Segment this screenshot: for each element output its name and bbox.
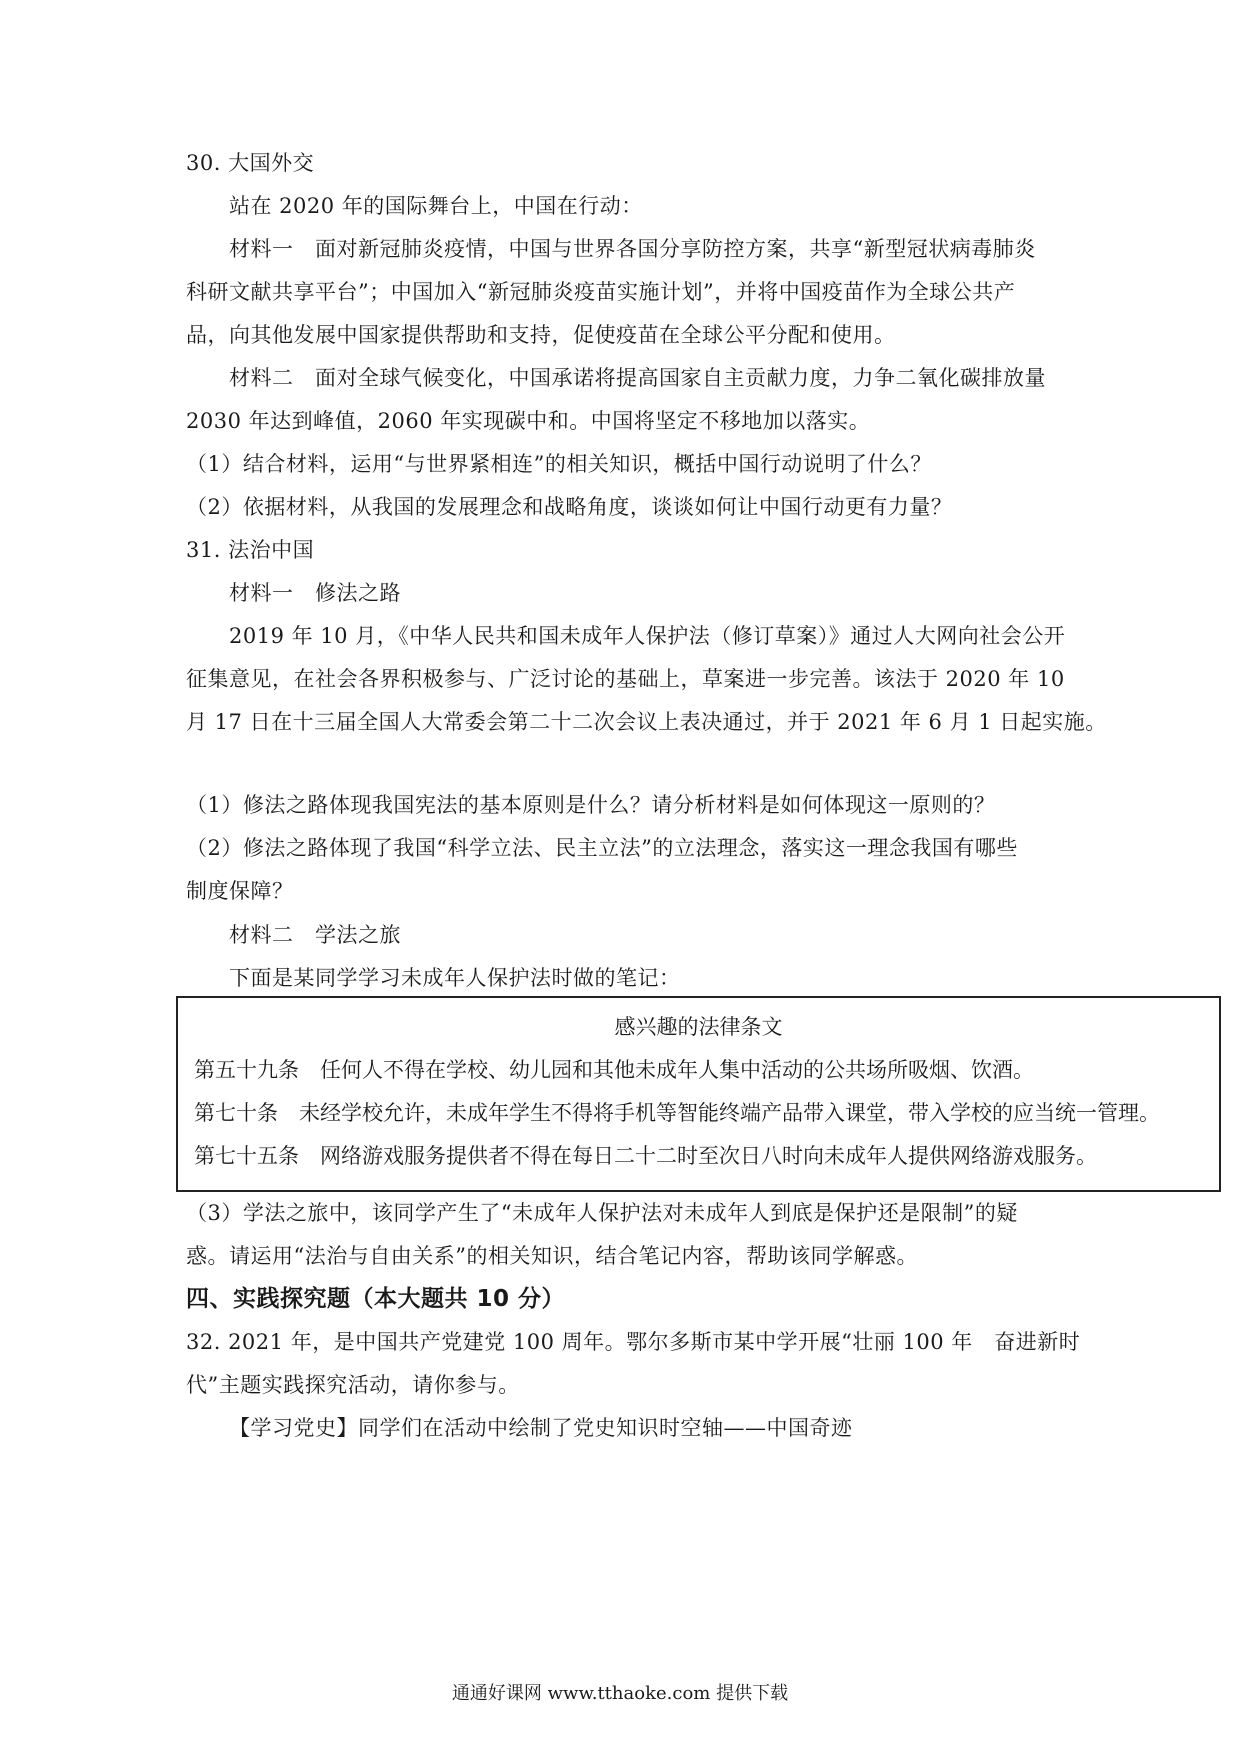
q30-material2-line2: 2030 年达到峰值，2060 年实现碳中和。中国将坚定不移地加以落实。 (186, 409, 871, 433)
q31-subquestion-3-line1: （3）学法之旅中，该同学产生了“未成年人保护法对未成年人到底是保护还是限制”的疑 (186, 1201, 1018, 1225)
q31-material2-title: 材料二 学法之旅 (229, 923, 401, 947)
q31-material2-intro: 下面是某同学学习未成年人保护法时做的笔记： (229, 966, 681, 990)
q30-material2-line1: 材料二 面对全球气候变化，中国承诺将提高国家自主贡献力度，力争二氧化碳排放量 (229, 366, 1046, 390)
q31-subquestion-2-line1: （2）修法之路体现了我国“科学立法、民主立法”的立法理念，落实这一理念我国有哪些 (186, 836, 1018, 860)
q30-subquestion-2: （2）依据材料，从我国的发展理念和战略角度，谈谈如何让中国行动更有力量？ (186, 495, 953, 519)
q31-material1-line1: 2019 年 10 月，《中华人民共和国未成年人保护法（修订草案）》通过人大网向社会公开 (229, 624, 1066, 648)
q30-subquestion-1: （1）结合材料，运用“与世界紧相连”的相关知识，概括中国行动说明了什么？ (186, 452, 932, 476)
q30-material1-line3: 品，向其他发展中国家提供帮助和支持，促使疫苗在全球公平分配和使用。 (186, 323, 896, 347)
q31-material1-title: 材料一 修法之路 (229, 581, 401, 605)
q30-material1-line2: 科研文献共享平台”；中国加入“新冠肺炎疫苗实施计划”，并将中国疫苗作为全球公共产 (186, 280, 1016, 304)
page-footer: 通通好课网 www.tthaoke.com 提供下载 (451, 1683, 789, 1704)
q31-subquestion-2-line2: 制度保障？ (186, 879, 294, 903)
q30-intro: 站在 2020 年的国际舞台上，中国在行动： (229, 194, 643, 218)
law-notes-box (176, 996, 1221, 1192)
notes-item: 第五十九条 任何人不得在学校、幼儿园和其他未成年人集中活动的公共场所吸烟、饮酒。 (194, 1058, 1034, 1082)
q32-line3: 【学习党史】同学们在活动中绘制了党史知识时空轴——中国奇迹 (229, 1416, 853, 1440)
notes-item: 第七十条 未经学校允许，未成年学生不得将手机等智能终端产品带入课堂，带入学校的应当统一管理。 (194, 1101, 1160, 1125)
q32-line2: 代”主题实践探究活动，请你参与。 (186, 1373, 520, 1397)
q31-material1-line3: 月 17 日在十三届全国人大常委会第二十二次会议上表决通过，并于 2021 年 6 月 1 日起实施。 (186, 710, 1107, 734)
q30-material1-line1: 材料一 面对新冠肺炎疫情，中国与世界各国分享防控方案，共享“新型冠状病毒肺炎 (229, 237, 1036, 261)
notes-item: 第七十五条 网络游戏服务提供者不得在每日二十二时至次日八时向未成年人提供网络游戏服务。 (194, 1144, 1097, 1168)
q31-subquestion-1: （1）修法之路体现我国宪法的基本原则是什么？请分析材料是如何体现这一原则的？ (186, 793, 996, 817)
notes-title: 感兴趣的法律条文 (614, 1015, 783, 1039)
section4-heading: 四、实践探究题（本大题共 10 分） (186, 1286, 566, 1312)
q31-title: 31. 法治中国 (186, 538, 315, 562)
q31-subquestion-3-line2: 惑。请运用“法治与自由关系”的相关知识，结合笔记内容，帮助该同学解惑。 (186, 1244, 918, 1268)
q32-line1: 32. 2021 年，是中国共产党建党 100 周年。鄂尔多斯市某中学开展“壮丽 100 年 奋进新时 (186, 1330, 1081, 1354)
q30-title: 30. 大国外交 (186, 151, 315, 175)
q31-material1-line2: 征集意见，在社会各界积极参与、广泛讨论的基础上，草案进一步完善。该法于 2020 年 10 (186, 667, 1065, 691)
